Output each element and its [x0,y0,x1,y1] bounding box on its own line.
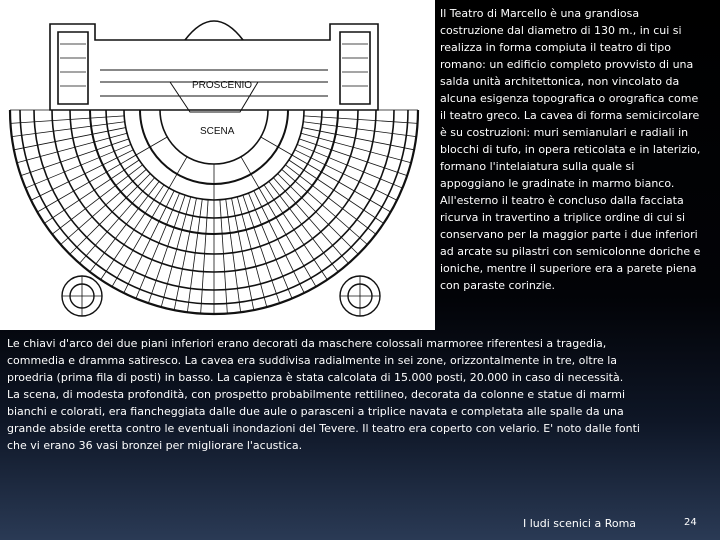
radial-wall [248,193,292,298]
radial-wall [14,128,126,150]
scena-label: SCENA [200,126,235,137]
radial-wall [282,169,368,244]
radial-wall [174,198,196,310]
footer-title: I ludi scenici a Roma [523,517,637,530]
radial-wall [136,193,180,298]
radial-wall [101,185,164,280]
radial-wall [70,174,151,255]
theatre-plan-image [0,0,435,330]
radial-wall [297,144,402,188]
radial-wall [232,198,254,310]
radial-wall [289,160,384,223]
radial-wall [273,178,348,264]
bottom-description [7,335,657,454]
bottom-paragraph-1: Le chiavi d'arco dei due piani inferiori erano decorati da maschere colossali marmoree riferentesi a tragedia, commedia e dramma satiresco. La cavea era suddivisa radialmente in sei zone, orizzontalmente in tre, oltre la proedria (prima fila di posti) in basso. La capienza è stata calcolata di 15.000 posti, 20.000 in caso di necessità. [7,337,624,384]
radial-wall [26,144,131,188]
side-description-text: Il Teatro di Marcello è una grandiosa costruzione dal diametro di 130 m., in cui si realizza in forma compiuta il teatro di tipo romano: un edificio completo provvisto di una salda unità architettonica, non vincolato da alcuna esigenza topografica o orografica come il teatro greco. La cavea di forma semicircolare è su costruzioni: muri semianulari e radiali in blocchi di tufo, in opera reticolata e in laterizio, formano l'intelaiatura sulla quale si appoggiano le gradinate in marmo bianco. All'esterno il teatro è concluso dalla facciata ricurva in travertino a triplice ordine di cui si conservano per la maggior parte i due inferiori ad arcate su pilastri con semicolonne doriche e ioniche, mentre il superiore era a parete piena con paraste corinzie. [440,7,701,292]
slide-number: 24 [684,517,697,528]
radial-wall [264,185,327,280]
radial-wall [79,178,154,264]
bottom-paragraph-2: La scena, di modesta profondità, con prospetto probabilmente rettilineo, decorata da colonne e statue di marmi bianchi e colorati, era fiancheggiata dalle due aule o parasceni a triplice navata e completata alle spalle da una grande abside eretta contro le eventuali inondazioni del Tevere. Il teatro era coperto con velario. E' noto dalle fonti che vi erano 36 vasi bronzei per migliorare l'acustica. [7,388,640,452]
radial-wall [44,160,139,223]
radial-wall [278,174,359,255]
radial-wall [302,128,414,150]
proscenio-label: PROSCENIO [192,80,253,91]
radial-wall [61,169,147,244]
